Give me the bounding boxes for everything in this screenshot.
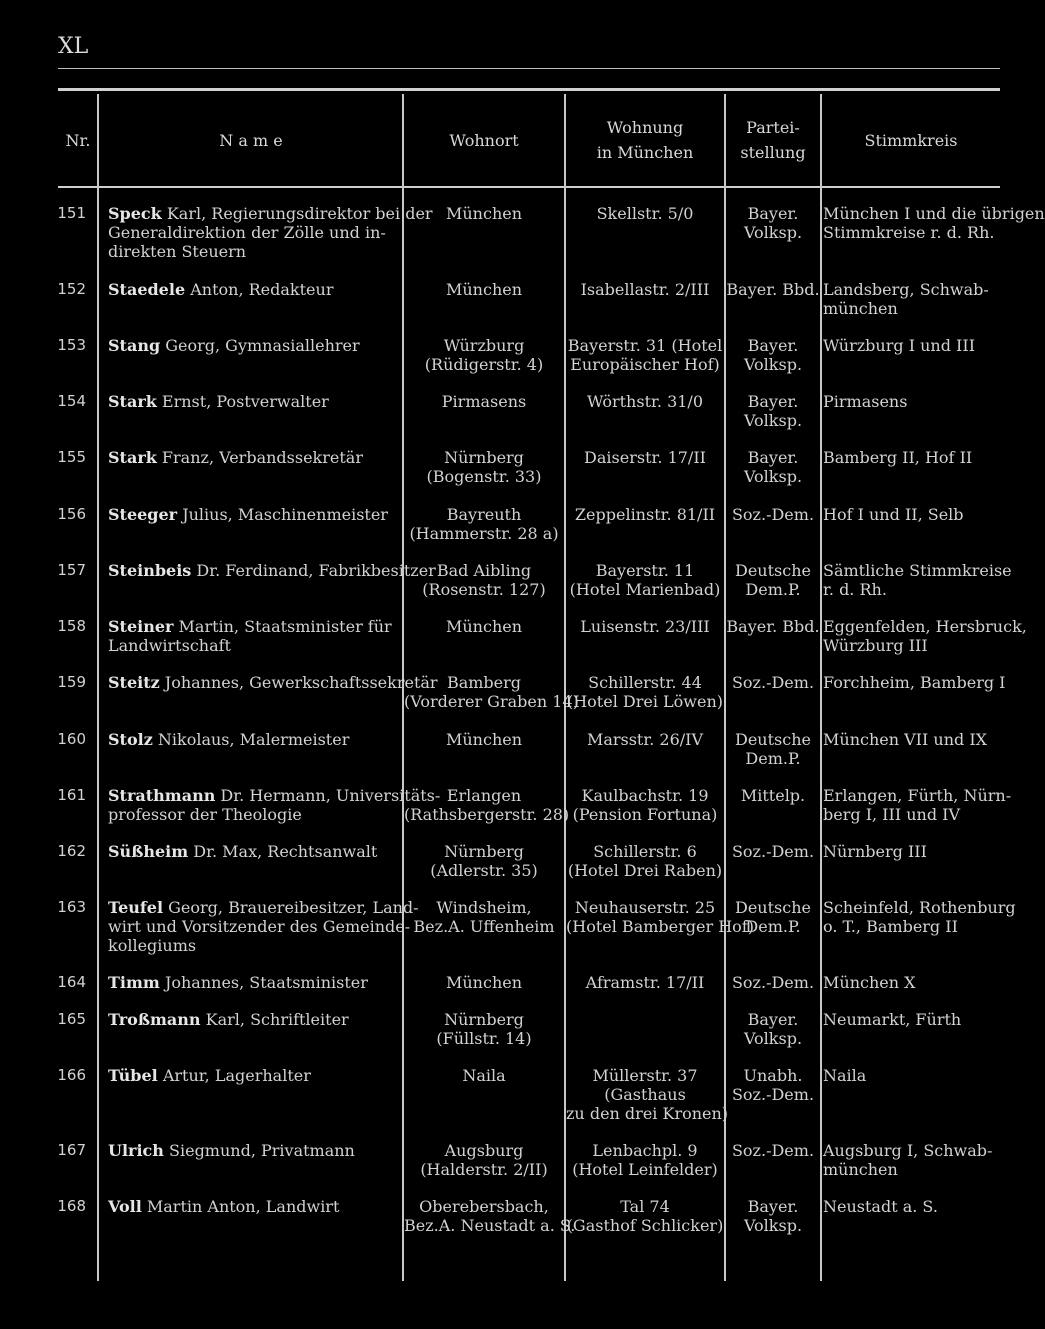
member-name-rest: Ernst, Postverwalter bbox=[161, 392, 329, 411]
row-number: 159 bbox=[57, 673, 86, 691]
partei-line: Bayer. bbox=[747, 448, 799, 467]
member-surname: Troßmann bbox=[108, 1010, 201, 1029]
member-name bbox=[108, 280, 398, 299]
wohnung-cell bbox=[566, 973, 724, 992]
header-partei-line-2: stellung bbox=[740, 143, 806, 162]
partei-line: Dem.P. bbox=[745, 749, 801, 768]
column-divider bbox=[820, 94, 822, 1281]
partei-cell bbox=[726, 673, 820, 692]
member-name-rest: Martin, Staatsminister für bbox=[178, 617, 392, 636]
partei-cell bbox=[726, 561, 820, 599]
header-partei bbox=[726, 94, 820, 186]
partei-cell bbox=[726, 973, 820, 992]
wohnung-cell bbox=[566, 1141, 724, 1179]
top-rule bbox=[58, 68, 1000, 69]
member-name bbox=[108, 336, 398, 355]
stimmkreis-line: Neumarkt, Fürth bbox=[823, 1010, 962, 1029]
row-number: 161 bbox=[57, 786, 86, 804]
wohnung-line: Bayerstr. 11 bbox=[595, 561, 695, 580]
wohnung-line: (Gasthof Schlicker) bbox=[566, 1216, 724, 1235]
header-wohnort bbox=[404, 94, 564, 186]
row-number: 165 bbox=[57, 1010, 86, 1028]
member-name-first-line bbox=[108, 1066, 398, 1085]
header-wohnung-line-2: in München bbox=[596, 143, 694, 162]
wohnort-cell bbox=[404, 730, 564, 749]
wohnung-line: (Gasthaus bbox=[604, 1085, 686, 1104]
header-stimmkreis bbox=[822, 94, 1000, 186]
member-surname: Süßheim bbox=[108, 842, 189, 861]
wohnort-line: Bamberg bbox=[446, 673, 522, 692]
wohnort-cell bbox=[404, 673, 579, 711]
wohnung-line: (Pension Fortuna) bbox=[572, 805, 718, 824]
member-surname: Strathmann bbox=[108, 786, 216, 805]
member-surname: Staedele bbox=[108, 280, 186, 299]
wohnung-line: (Hotel Marienbad) bbox=[569, 580, 721, 599]
stimmkreis-line: München VII und IX bbox=[823, 730, 988, 749]
wohnort-line: Erlangen bbox=[446, 786, 522, 805]
member-name-first-line bbox=[108, 786, 441, 805]
partei-cell bbox=[726, 392, 820, 430]
partei-line: Volksp. bbox=[743, 355, 803, 374]
member-name-first-line bbox=[108, 505, 398, 524]
stimmkreis-line: Stimmkreise r. d. Rh. bbox=[823, 223, 995, 242]
stimmkreis-line: Landsberg, Schwab- bbox=[823, 280, 989, 299]
member-name-line: professor der Theologie bbox=[108, 805, 302, 824]
partei-cell bbox=[726, 1197, 820, 1235]
member-name bbox=[108, 786, 441, 824]
wohnort-line: (Hammerstr. 28 a) bbox=[409, 524, 559, 543]
row-number: 154 bbox=[57, 392, 86, 410]
member-surname: Ulrich bbox=[108, 1141, 164, 1160]
row-number: 156 bbox=[57, 505, 86, 523]
member-name-first-line bbox=[108, 1010, 398, 1029]
wohnort-line: (Rosenstr. 127) bbox=[422, 580, 546, 599]
partei-line: Soz.-Dem. bbox=[731, 1085, 815, 1104]
wohnort-cell bbox=[404, 1010, 564, 1048]
member-name-rest: Karl, Regierungsdirektor bei der bbox=[166, 204, 433, 223]
partei-line: Soz.-Dem. bbox=[731, 1141, 815, 1160]
member-name-rest: Dr. Hermann, Universitäts- bbox=[220, 786, 441, 805]
wohnort-cell bbox=[404, 392, 564, 411]
member-name bbox=[108, 1141, 398, 1160]
stimmkreis-line: o. T., Bamberg II bbox=[823, 917, 958, 936]
row-number: 157 bbox=[57, 561, 86, 579]
wohnort-line: Naila bbox=[462, 1066, 506, 1085]
member-name-first-line bbox=[108, 392, 398, 411]
stimmkreis-line: Hof I und II, Selb bbox=[823, 505, 964, 524]
member-surname: Steitz bbox=[108, 673, 160, 692]
stimmkreis-line: Würzburg III bbox=[823, 636, 928, 655]
stimmkreis-cell bbox=[823, 392, 1000, 411]
header-name bbox=[100, 94, 402, 186]
stimmkreis-cell bbox=[823, 1197, 1000, 1216]
member-name bbox=[108, 561, 436, 580]
stimmkreis-line: Erlangen, Fürth, Nürn- bbox=[823, 786, 1012, 805]
wohnort-cell bbox=[404, 561, 564, 599]
member-surname: Timm bbox=[108, 973, 160, 992]
stimmkreis-line: Sämtliche Stimmkreise bbox=[823, 561, 1012, 580]
partei-line: Dem.P. bbox=[745, 917, 801, 936]
wohnung-line: (Hotel Bamberger Hof) bbox=[566, 917, 754, 936]
member-name-rest: Georg, Gymnasiallehrer bbox=[165, 336, 360, 355]
stimmkreis-cell bbox=[823, 561, 1012, 599]
member-name-rest: Dr. Max, Rechtsanwalt bbox=[193, 842, 378, 861]
stimmkreis-cell bbox=[823, 617, 1027, 655]
wohnort-cell bbox=[404, 898, 564, 936]
wohnung-cell bbox=[566, 673, 724, 711]
partei-line: Bayer. bbox=[747, 204, 799, 223]
stimmkreis-line: münchen bbox=[823, 1160, 898, 1179]
stimmkreis-cell bbox=[823, 673, 1006, 692]
member-surname: Teufel bbox=[108, 898, 164, 917]
member-name-rest: Georg, Brauereibesitzer, Land- bbox=[168, 898, 419, 917]
wohnort-cell bbox=[404, 204, 564, 223]
wohnung-cell bbox=[566, 1066, 729, 1123]
member-name-rest: Dr. Ferdinand, Fabrikbesitzer bbox=[196, 561, 436, 580]
member-name-rest: Karl, Schriftleiter bbox=[205, 1010, 349, 1029]
wohnort-line: München bbox=[445, 973, 523, 992]
wohnort-line: (Bogenstr. 33) bbox=[426, 467, 542, 486]
wohnung-line: Isabellastr. 2/III bbox=[580, 280, 710, 299]
partei-cell bbox=[726, 1141, 820, 1160]
member-name-first-line bbox=[108, 561, 436, 580]
member-name bbox=[108, 448, 398, 467]
row-number: 166 bbox=[57, 1066, 86, 1084]
row-number: 167 bbox=[57, 1141, 86, 1159]
member-name-rest: Martin Anton, Landwirt bbox=[146, 1197, 340, 1216]
wohnung-cell bbox=[566, 336, 724, 374]
wohnort-line: Nürnberg bbox=[444, 448, 524, 467]
wohnort-cell bbox=[404, 973, 564, 992]
member-name-first-line bbox=[108, 336, 398, 355]
member-surname: Stang bbox=[108, 336, 161, 355]
stimmkreis-line: münchen bbox=[823, 299, 898, 318]
column-divider bbox=[97, 94, 99, 1281]
wohnung-line: Tal 74 bbox=[620, 1197, 670, 1216]
partei-line: Deutsche bbox=[735, 561, 811, 580]
partei-line: Bayer. bbox=[747, 336, 799, 355]
partei-cell bbox=[726, 1066, 820, 1104]
member-name-first-line bbox=[108, 898, 419, 917]
member-surname: Tübel bbox=[108, 1066, 158, 1085]
wohnort-cell bbox=[404, 617, 564, 636]
partei-line: Dem.P. bbox=[745, 580, 801, 599]
partei-line: Mittelp. bbox=[740, 786, 806, 805]
wohnung-line: Aframstr. 17/II bbox=[585, 973, 705, 992]
member-surname: Steeger bbox=[108, 505, 178, 524]
stimmkreis-cell bbox=[823, 1010, 1000, 1029]
member-name bbox=[108, 204, 433, 261]
member-name-line: direkten Steuern bbox=[108, 242, 247, 261]
member-name-first-line bbox=[108, 1197, 398, 1216]
wohnort-line: (Adlerstr. 35) bbox=[430, 861, 538, 880]
wohnort-line: (Füllstr. 14) bbox=[436, 1029, 532, 1048]
top-rule-thick bbox=[58, 88, 1000, 91]
member-name-line: kollegiums bbox=[108, 936, 197, 955]
wohnung-line: Marsstr. 26/IV bbox=[586, 730, 704, 749]
partei-line: Soz.-Dem. bbox=[731, 505, 815, 524]
member-name bbox=[108, 1010, 398, 1029]
stimmkreis-line: berg I, III und IV bbox=[823, 805, 961, 824]
stimmkreis-line: Augsburg I, Schwab- bbox=[823, 1141, 993, 1160]
member-surname: Steinbeis bbox=[108, 561, 192, 580]
wohnort-line: Bad Aibling bbox=[436, 561, 532, 580]
header-wohnort-label: Wohnort bbox=[449, 130, 519, 150]
wohnung-line: Neuhauserstr. 25 bbox=[574, 898, 716, 917]
stimmkreis-line: Nürnberg III bbox=[823, 842, 927, 861]
wohnort-line: Windsheim, bbox=[436, 898, 532, 917]
partei-line: Volksp. bbox=[743, 223, 803, 242]
wohnung-cell bbox=[566, 842, 724, 880]
wohnung-line: (Hotel Drei Löwen) bbox=[566, 692, 724, 711]
wohnort-cell bbox=[404, 842, 564, 880]
wohnung-line: Müllerstr. 37 bbox=[592, 1066, 698, 1085]
member-name-first-line bbox=[108, 448, 398, 467]
partei-line: Deutsche bbox=[735, 730, 811, 749]
row-number: 153 bbox=[57, 336, 86, 354]
header-wohnung-line-1: Wohnung bbox=[606, 118, 684, 137]
member-name-rest: Johannes, Staatsminister bbox=[164, 973, 368, 992]
wohnung-line: Bayerstr. 31 (Hotel bbox=[567, 336, 723, 355]
member-name-rest: Franz, Verbandssekretär bbox=[161, 448, 363, 467]
wohnort-line: Nürnberg bbox=[444, 1010, 524, 1029]
member-name-first-line bbox=[108, 673, 438, 692]
member-name-rest: Nikolaus, Malermeister bbox=[157, 730, 350, 749]
stimmkreis-cell bbox=[823, 280, 1000, 318]
stimmkreis-cell bbox=[823, 786, 1012, 824]
wohnort-line: Oberebersbach, bbox=[419, 1197, 549, 1216]
wohnung-line: (Hotel Leinfelder) bbox=[572, 1160, 718, 1179]
member-surname: Stolz bbox=[108, 730, 153, 749]
wohnung-line: Schillerstr. 44 bbox=[588, 673, 702, 692]
partei-cell bbox=[726, 336, 820, 374]
wohnung-cell bbox=[566, 1197, 724, 1235]
wohnung-line: Kaulbachstr. 19 bbox=[581, 786, 709, 805]
stimmkreis-cell bbox=[823, 730, 1000, 749]
wohnort-line: München bbox=[445, 204, 523, 223]
header-nr-label: Nr. bbox=[65, 130, 91, 150]
member-name-first-line bbox=[108, 842, 398, 861]
partei-line: Volksp. bbox=[743, 411, 803, 430]
member-name-first-line bbox=[108, 973, 398, 992]
partei-cell bbox=[726, 1010, 820, 1048]
member-name-rest: Anton, Redakteur bbox=[190, 280, 334, 299]
wohnort-line: Nürnberg bbox=[444, 842, 524, 861]
wohnung-cell bbox=[566, 448, 724, 467]
stimmkreis-cell bbox=[823, 505, 1000, 524]
wohnort-line: Pirmasens bbox=[441, 392, 527, 411]
member-name-first-line bbox=[108, 730, 398, 749]
stimmkreis-cell bbox=[823, 448, 1000, 467]
member-name bbox=[108, 973, 398, 992]
stimmkreis-line: Eggenfelden, Hersbruck, bbox=[823, 617, 1027, 636]
wohnort-cell bbox=[404, 280, 564, 299]
member-name bbox=[108, 730, 398, 749]
member-name-first-line bbox=[108, 280, 398, 299]
wohnung-cell bbox=[566, 204, 724, 223]
wohnung-cell bbox=[566, 730, 724, 749]
member-name bbox=[108, 505, 398, 524]
member-surname: Stark bbox=[108, 392, 157, 411]
row-number: 155 bbox=[57, 448, 86, 466]
wohnort-cell bbox=[404, 336, 564, 374]
stimmkreis-cell bbox=[823, 1141, 1000, 1179]
member-name-line: wirt und Vorsitzender des Gemeinde- bbox=[108, 917, 411, 936]
wohnung-line: zu den drei Kronen) bbox=[566, 1104, 729, 1123]
wohnung-cell bbox=[566, 617, 724, 636]
wohnort-cell bbox=[404, 786, 570, 824]
stimmkreis-line: Naila bbox=[823, 1066, 867, 1085]
header-nr bbox=[58, 94, 98, 186]
wohnort-line: (Rüdigerstr. 4) bbox=[424, 355, 544, 374]
partei-cell bbox=[726, 448, 820, 486]
wohnung-cell bbox=[566, 392, 724, 411]
partei-cell bbox=[726, 204, 820, 242]
member-name bbox=[108, 1197, 398, 1216]
wohnort-line: (Rathsbergerstr. 28) bbox=[404, 805, 570, 824]
wohnort-cell bbox=[404, 448, 564, 486]
stimmkreis-line: Scheinfeld, Rothenburg bbox=[823, 898, 1016, 917]
partei-line: Soz.-Dem. bbox=[731, 842, 815, 861]
partei-line: Bayer. bbox=[747, 392, 799, 411]
member-name-line: Landwirtschaft bbox=[108, 636, 231, 655]
wohnung-line: (Hotel Drei Raben) bbox=[567, 861, 723, 880]
wohnung-cell bbox=[566, 561, 724, 599]
row-number: 160 bbox=[57, 730, 86, 748]
partei-line: Volksp. bbox=[743, 1216, 803, 1235]
wohnort-line: Würzburg bbox=[443, 336, 525, 355]
row-number: 164 bbox=[57, 973, 86, 991]
member-surname: Voll bbox=[108, 1197, 142, 1216]
wohnung-line: Wörthstr. 31/0 bbox=[586, 392, 703, 411]
wohnung-line: Schillerstr. 6 bbox=[593, 842, 697, 861]
wohnort-line: München bbox=[445, 730, 523, 749]
header-rule bbox=[58, 186, 1000, 188]
row-number: 158 bbox=[57, 617, 86, 635]
stimmkreis-line: r. d. Rh. bbox=[823, 580, 887, 599]
wohnung-line: Luisenstr. 23/III bbox=[580, 617, 710, 636]
page-number: XL bbox=[58, 34, 89, 59]
wohnort-line: Bez.A. Uffenheim bbox=[413, 917, 555, 936]
partei-cell bbox=[726, 617, 820, 636]
row-number: 162 bbox=[57, 842, 86, 860]
row-number: 168 bbox=[57, 1197, 86, 1215]
wohnort-line: München bbox=[445, 617, 523, 636]
partei-cell bbox=[726, 898, 820, 936]
wohnung-line: Daiserstr. 17/II bbox=[584, 448, 706, 467]
partei-line: Volksp. bbox=[743, 1029, 803, 1048]
wohnort-line: Augsburg bbox=[444, 1141, 524, 1160]
header-name-label: N a m e bbox=[219, 130, 283, 150]
partei-line: Volksp. bbox=[743, 467, 803, 486]
partei-line: Bayer. Bbd. bbox=[726, 280, 820, 299]
wohnort-line: Bez.A. Neustadt a. S. bbox=[404, 1216, 576, 1235]
header-wohnung bbox=[566, 94, 724, 186]
wohnung-line: Europäischer Hof) bbox=[570, 355, 720, 374]
wohnort-line: (Halderstr. 2/II) bbox=[420, 1160, 548, 1179]
stimmkreis-cell bbox=[823, 842, 1000, 861]
wohnung-cell bbox=[566, 898, 754, 936]
stimmkreis-line: Bamberg II, Hof II bbox=[823, 448, 973, 467]
partei-cell bbox=[726, 786, 820, 805]
wohnort-cell bbox=[404, 505, 564, 543]
member-name-rest: Artur, Lagerhalter bbox=[162, 1066, 311, 1085]
stimmkreis-cell bbox=[823, 973, 1000, 992]
member-name-first-line bbox=[108, 617, 398, 636]
member-name-first-line bbox=[108, 1141, 398, 1160]
member-surname: Steiner bbox=[108, 617, 174, 636]
wohnort-cell bbox=[404, 1066, 564, 1085]
member-surname: Stark bbox=[108, 448, 157, 467]
partei-line: Bayer. Bbd. bbox=[726, 617, 820, 636]
wohnort-line: Bayreuth bbox=[446, 505, 522, 524]
member-name bbox=[108, 1066, 398, 1085]
partei-line: Unabh. bbox=[743, 1066, 803, 1085]
member-name-rest: Julius, Maschinenmeister bbox=[182, 505, 388, 524]
member-name bbox=[108, 842, 398, 861]
header-stimmkreis-label: Stimmkreis bbox=[864, 130, 958, 150]
partei-cell bbox=[726, 505, 820, 524]
wohnung-line: Skellstr. 5/0 bbox=[596, 204, 694, 223]
wohnort-cell bbox=[404, 1197, 576, 1235]
stimmkreis-cell bbox=[823, 204, 1045, 242]
stimmkreis-line: Forchheim, Bamberg I bbox=[823, 673, 1006, 692]
partei-cell bbox=[726, 842, 820, 861]
stimmkreis-cell bbox=[823, 898, 1016, 936]
row-number: 151 bbox=[57, 204, 86, 222]
partei-line: Deutsche bbox=[735, 898, 811, 917]
partei-line: Soz.-Dem. bbox=[731, 673, 815, 692]
stimmkreis-cell bbox=[823, 1066, 1000, 1085]
stimmkreis-line: München I und die übrigen bbox=[823, 204, 1045, 223]
header-partei-line-1: Partei- bbox=[746, 118, 800, 137]
partei-line: Soz.-Dem. bbox=[731, 973, 815, 992]
stimmkreis-line: Neustadt a. S. bbox=[823, 1197, 938, 1216]
member-name bbox=[108, 392, 398, 411]
wohnung-cell bbox=[566, 280, 724, 299]
partei-cell bbox=[726, 280, 820, 299]
member-name-first-line bbox=[108, 204, 433, 223]
partei-cell bbox=[726, 730, 820, 768]
wohnung-cell bbox=[566, 505, 724, 524]
member-name-rest: Johannes, Gewerkschaftssekretär bbox=[164, 673, 438, 692]
member-name-rest: Siegmund, Privatmann bbox=[169, 1141, 355, 1160]
member-name-line: Generaldirektion der Zölle und in- bbox=[108, 223, 386, 242]
partei-line: Bayer. bbox=[747, 1010, 799, 1029]
wohnung-line: Zeppelinstr. 81/II bbox=[574, 505, 716, 524]
wohnort-cell bbox=[404, 1141, 564, 1179]
wohnung-cell bbox=[566, 786, 724, 824]
partei-line: Bayer. bbox=[747, 1197, 799, 1216]
stimmkreis-cell bbox=[823, 336, 1000, 355]
row-number: 152 bbox=[57, 280, 86, 298]
member-name bbox=[108, 673, 438, 692]
stimmkreis-line: München X bbox=[823, 973, 916, 992]
member-surname: Speck bbox=[108, 204, 162, 223]
stimmkreis-line: Würzburg I und III bbox=[823, 336, 976, 355]
wohnung-line: Lenbachpl. 9 bbox=[592, 1141, 698, 1160]
member-name bbox=[108, 617, 398, 655]
stimmkreis-line: Pirmasens bbox=[823, 392, 908, 411]
member-name bbox=[108, 898, 419, 955]
row-number: 163 bbox=[57, 898, 86, 916]
wohnort-line: (Vorderer Graben 14) bbox=[404, 692, 579, 711]
wohnort-line: München bbox=[445, 280, 523, 299]
